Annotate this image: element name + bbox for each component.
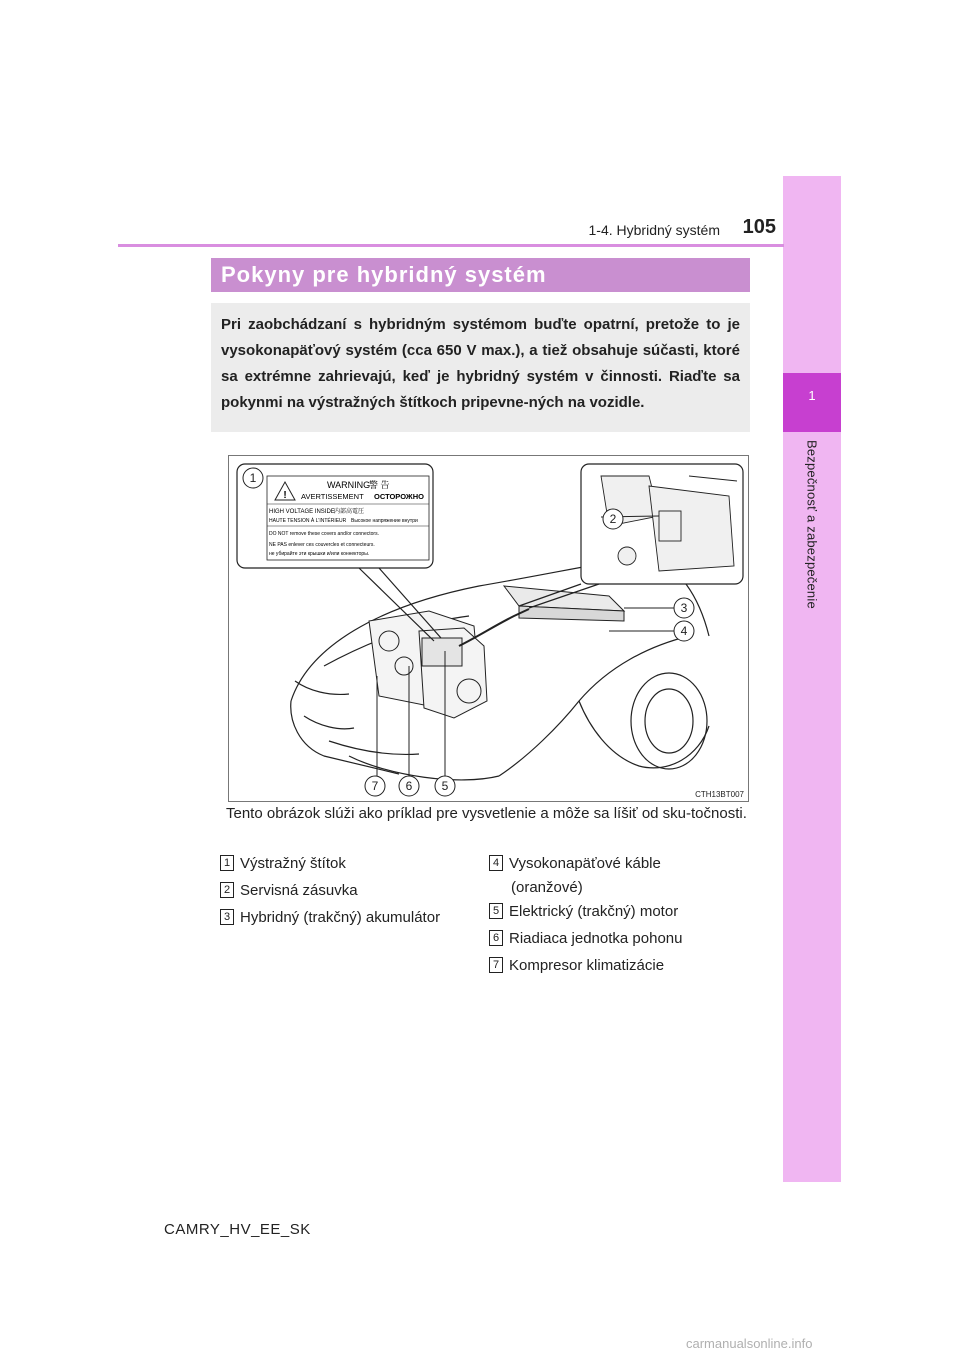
legend-item-5 (489, 900, 678, 924)
label-line-1: WARNING (327, 480, 371, 490)
hybrid-system-figure (228, 455, 749, 802)
footer-model-code: CAMRY_HV_EE_SK (164, 1221, 311, 1238)
legend-num-4: 4 (489, 855, 503, 871)
legend-item-3 (220, 906, 440, 930)
label-line-3: AVERTISSEMENT (301, 492, 364, 501)
label-line-7: HAUTE TENSION À L'INTÉRIEUR (269, 518, 347, 524)
intro-box (211, 303, 750, 432)
running-header-section: 1-4. Hybridný systém (588, 222, 720, 238)
legend-item-1 (220, 852, 346, 876)
callout-label-2: 2 (609, 512, 617, 526)
svg-text:!: ! (283, 490, 287, 501)
legend-num-7: 7 (489, 957, 503, 973)
legend-text-6: Riadiaca jednotka pohonu (509, 930, 683, 947)
callout-label-5: 5 (441, 779, 449, 793)
label-line-5: HIGH VOLTAGE INSIDE (269, 509, 335, 515)
legend-text-4-line2: (oranžové) (511, 879, 583, 896)
chapter-title: Bezpečnosť a zabezpečenie (804, 440, 820, 609)
legend-item-6 (489, 927, 682, 951)
legend-text-4: Vysokonapäťové káble (509, 855, 661, 872)
chapter-side-tab (783, 176, 841, 1182)
legend-num-3: 3 (220, 909, 234, 925)
callout-label-6: 6 (405, 779, 413, 793)
legend-item-7 (489, 954, 664, 978)
section-title-bar (211, 258, 750, 292)
label-line-9: DO NOT remove these covers and/or connectors. (269, 531, 379, 537)
hybrid-battery (504, 586, 624, 621)
legend-num-6: 6 (489, 930, 503, 946)
legend-text-2: Servisná zásuvka (240, 882, 358, 899)
label-line-11: не убирайте эти крышки и/или коннекторы. (269, 551, 370, 557)
legend-item-2 (220, 879, 358, 903)
header-rule (118, 244, 784, 247)
legend-num-1: 1 (220, 855, 234, 871)
car-illustration (229, 456, 750, 803)
legend-text-5: Elektrický (trakčný) motor (509, 903, 679, 920)
legend-text-1: Výstražný štítok (240, 855, 346, 872)
page-number: 105 (742, 216, 776, 238)
legend-item-4 (489, 852, 661, 876)
legend-num-2: 2 (220, 882, 234, 898)
label-line-4: ОСТОРОЖНО (374, 492, 424, 501)
chapter-title-vertical (783, 440, 841, 640)
callout-label-3: 3 (680, 601, 688, 615)
legend-num-5: 5 (489, 903, 503, 919)
legend-text-7: Kompresor klimatizácie (509, 957, 665, 974)
car-outline (291, 556, 709, 780)
label-line-10: NE PAS enlever ces couvercles et connecteurs. (269, 542, 375, 548)
section-title: Pokyny pre hybridný systém (221, 262, 547, 287)
label-line-8: Высокое напряжение внутри (351, 518, 418, 524)
label-line-2: 警 告 (369, 480, 390, 490)
figure-caption: Tento obrázok slúži ako príklad pre vysvetlenie a môže sa líšiť od sku-točnosti. (226, 805, 747, 822)
chapter-number: 1 (808, 388, 816, 403)
engine-block (369, 611, 487, 718)
watermark: carmanualsonline.info (686, 1336, 813, 1351)
legend-item-4-cont (511, 876, 583, 900)
callout-label-7: 7 (371, 779, 379, 793)
figure-code: CTH13BT007 (695, 790, 744, 799)
callout-label-4: 4 (680, 624, 688, 638)
callout-label-1: 1 (249, 471, 257, 485)
legend-text-3: Hybridný (trakčný) akumulátor (240, 909, 441, 926)
intro-text: Pri zaobchádzaní s hybridným systémom buďte opatrní, pretože to je vysokonapäťový systém (cca 650 V max.), a tiež obsahuje súčasti, ktoré sa extrémne zahrievajú, keď je hybridný systém v činnosti. Riaďte sa pokynmi na výstražných štítkoch pripevne-ných na vozidle. (221, 316, 740, 411)
label-line-6: 内部高電圧 (334, 509, 365, 515)
